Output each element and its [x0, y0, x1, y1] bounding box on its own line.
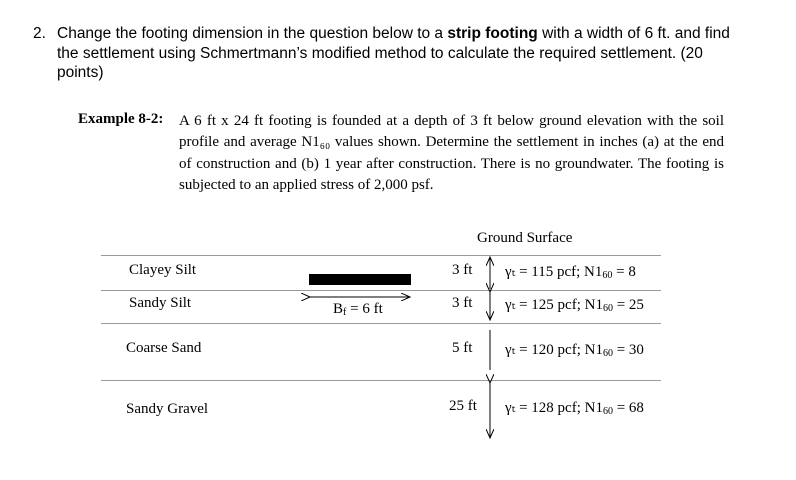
layer-n-value: = 8 — [612, 264, 636, 280]
layer-n-value: = 68 — [612, 400, 644, 416]
ground-surface-label: Ground Surface — [477, 230, 573, 246]
footing-width-value: = 6 ft — [346, 301, 383, 317]
layer-thickness: 25 ft — [449, 398, 477, 414]
layer-gamma: γₜ = 115 pcf; N1 — [505, 264, 603, 280]
footing-width-sub: f — [343, 307, 347, 318]
question-number: 2. — [33, 25, 46, 42]
layer-gamma: γₜ = 125 pcf; N1 — [505, 297, 603, 313]
question-text-start: Change the footing dimension in the question below to a — [57, 25, 448, 42]
layer-n-sub: 60 — [602, 406, 613, 417]
question-emphasis: strip footing — [447, 25, 538, 42]
layer-gamma: γₜ = 120 pcf; N1 — [505, 342, 603, 358]
layer-thickness: 3 ft — [452, 295, 473, 311]
footing-block — [309, 274, 411, 285]
layer-n-value: = 30 — [612, 342, 644, 358]
example-label: Example 8-2: — [78, 111, 164, 127]
layer-n-sub: 60 — [602, 303, 613, 314]
question-text-end: with a width of 6 ft. and find the settlement using Schmertmann’s modified method to calculate the required settlement. (20 points) — [57, 25, 730, 81]
layer-name: Coarse Sand — [126, 340, 202, 356]
example-text: A 6 ft x 24 ft footing is founded at a depth of 3 ft below ground elevation with the soil profile and average N1₆₀ values shown. Determine the settlement in inches (a) at the end of construction and (b) 1 year after construction. There is no groundwater. The footing is subjected to an applied stress of 2,000 psf. — [179, 113, 724, 193]
layer-name: Sandy Gravel — [126, 401, 209, 417]
layer-thickness: 5 ft — [452, 340, 473, 356]
footing-width-symbol: B — [333, 301, 344, 317]
layer-n-sub: 60 — [602, 348, 613, 359]
layer-n-value: = 25 — [612, 297, 644, 313]
layer-name: Clayey Silt — [129, 262, 197, 278]
layer-thickness: 3 ft — [452, 262, 473, 278]
layer-name: Sandy Silt — [129, 295, 192, 311]
layer-n-sub: 60 — [602, 270, 613, 281]
layer-gamma: γₜ = 128 pcf; N1 — [505, 400, 603, 416]
